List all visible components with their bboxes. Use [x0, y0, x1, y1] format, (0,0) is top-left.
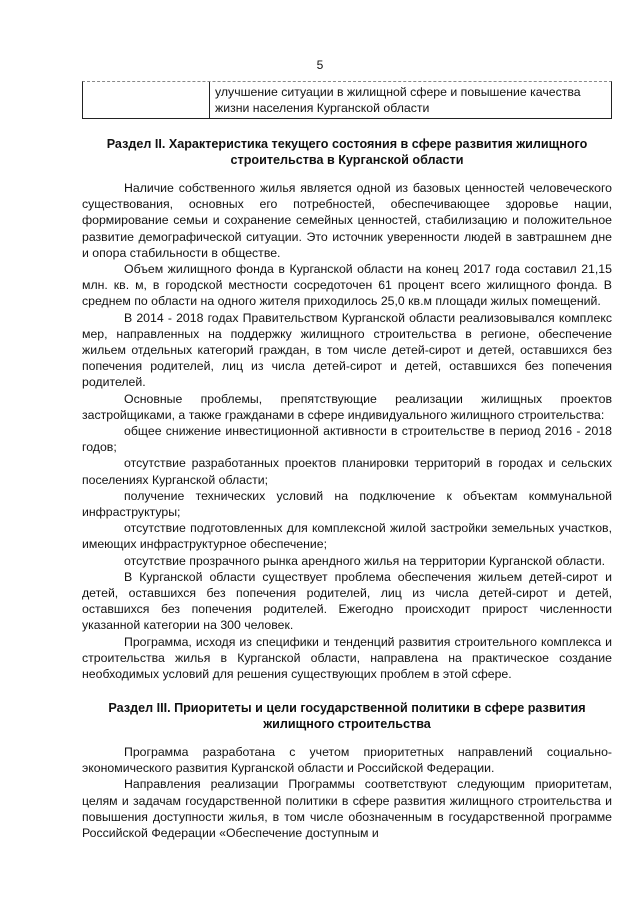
paragraph: Программа разработана с учетом приоритетных направлений социально-экономического развития Курганской области и Российской Федерации. [82, 745, 612, 776]
list-item: отсутствие подготовленных для комплексной жилой застройки земельных участков, имеющих инфраструктурное обеспечение; [82, 521, 612, 552]
paragraph: В 2014 - 2018 годах Правительством Курганской области реализовывался комплекс мер, направленных на поддержку жилищного строительства в регионе, обеспечение жильем отдельных категорий граждан, в том числе детей-сирот и детей, оставшихся без попечения родителей, лиц из числа детей-сирот и детей, оставшихся без попечения родителей. [82, 310, 612, 390]
paragraph: Основные проблемы, препятствующие реализации жилищных проектов застройщиками, а также гражданами в сфере индивидуального жилищного строительства: [82, 391, 612, 422]
paragraph: Программа, исходя из специфики и тенденций развития строительного комплекса и строительства жилья в Курганской области, направлена на практическое создание необходимых условий для решения существующих проблем в этой сфере. [82, 634, 612, 682]
section-3-heading: Раздел III. Приоритеты и цели государственной политики в сфере развития жилищного строительства [108, 701, 586, 731]
list-item: общее снижение инвестиционной активности в строительстве в период 2016 - 2018 годов; [82, 424, 612, 455]
paragraph: Направления реализации Программы соответствуют следующим приоритетам, целям и задачам государственной политики в сфере развития жилищного строительства и повышения доступности жилья, в том числе обозначенным в государственной программе Российской Федерации «Обеспечение доступным и [82, 777, 612, 841]
section-2-heading: Раздел II. Характеристика текущего состояния в сфере развития жилищного строительства в Курганской области [106, 137, 588, 167]
table-cell-text: улучшение ситуации в жилищной сфере и повышение качества жизни населения Курганской области [215, 85, 581, 115]
paragraph: В Курганской области существует проблема обеспечения жильем детей-сирот и детей, оставшихся без попечения родителей, лиц из числа детей-сирот и детей, оставшихся без попечения родителей. Ежегодно происходит прирост численности указанной категории на 300 человек. [82, 569, 612, 633]
page-number: 5 [316, 58, 324, 72]
section-3-body [82, 744, 612, 841]
list-item: отсутствие прозрачного рынка арендного жилья на территории Курганской области. [124, 553, 606, 568]
continuation-table [82, 81, 612, 119]
list-item: получение технических условий на подключение к объектам коммунальной инфраструктуры; [82, 488, 612, 520]
paragraph: Наличие собственного жилья является одной из базовых ценностей человеческого существования, основных его потребностей, обеспечивающее здоровье нации, формирование семьи и сохранение семейных ценностей, стабилизацию и положительное развитие демографической ситуации. Это источник уверенности людей в завтрашнем дне и опора стабильности в обществе. [82, 181, 612, 260]
list-item: отсутствие разработанных проектов планировки территорий в городах и сельских поселениях Курганской области; [82, 456, 612, 487]
table-column-divider [209, 82, 210, 118]
section-2-body [82, 180, 612, 682]
paragraph: Объем жилищного фонда в Курганской области на конец 2017 года составил 21,15 млн. кв. м, в городской местности сосредоточен 61 процент всего жилищного фонда. В среднем по области на одного жителя приходилось 25,0 кв.м площади жилых помещений. [82, 262, 612, 309]
